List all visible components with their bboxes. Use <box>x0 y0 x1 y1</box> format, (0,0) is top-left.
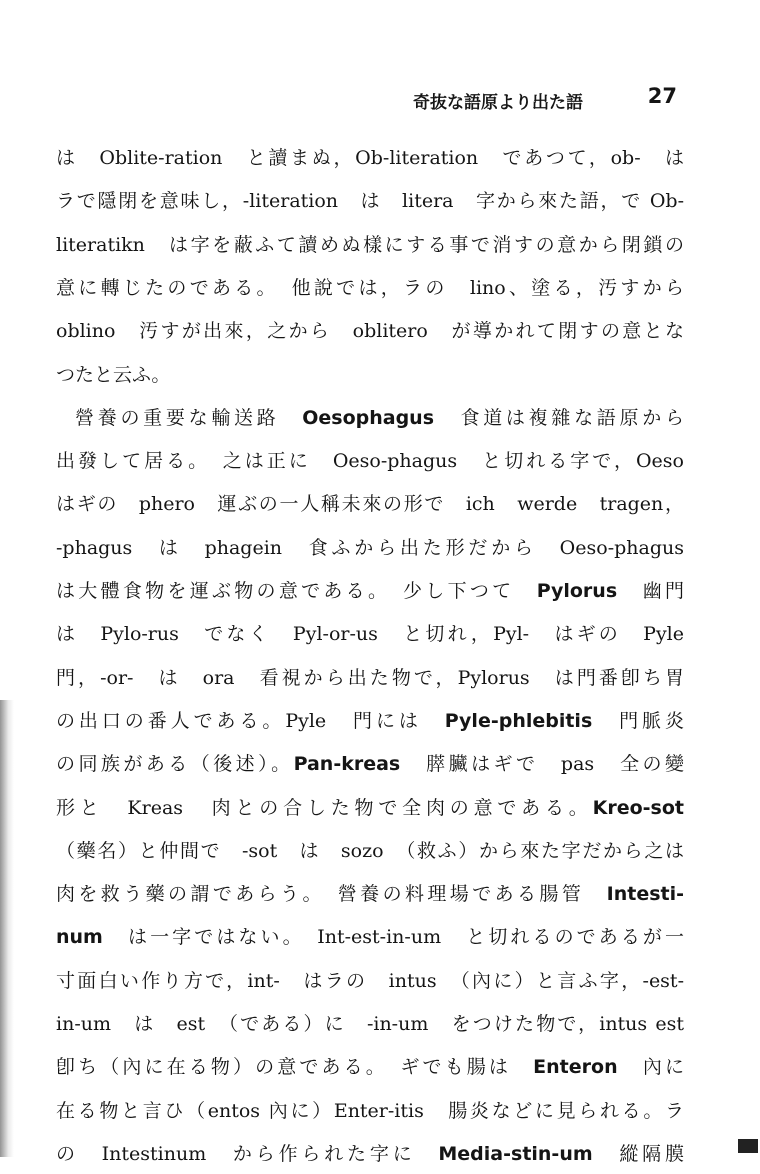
text-line <box>56 441 684 481</box>
text-segment: ラで隱閉を意味し，-literation は litera 字から來た語，で Ob- <box>56 190 684 213</box>
text-line <box>56 311 684 351</box>
bold-term: Pyle-phlebitis <box>444 709 593 732</box>
header-title: 奇抜な語原より出た語 <box>413 93 583 113</box>
text-segment: 門，-or- は ora 看視から出た物で，Pylorus は門番卽ち胃 <box>56 666 684 689</box>
text-line <box>56 874 684 914</box>
text-line <box>56 831 684 871</box>
text-segment: つたと云ふ。 <box>56 363 171 386</box>
text-segment: -phagus は phagein 食ふから出た形だから Oeso-phagus <box>56 536 684 559</box>
text-segment: の出口の番人である。Pyle 門には <box>56 709 445 732</box>
text-segment: の Intestinum から作られた字に <box>56 1142 439 1165</box>
corner-mark <box>738 1139 758 1153</box>
text-segment: 縱隔膜 <box>592 1142 684 1165</box>
text-line <box>56 268 684 308</box>
text-line <box>56 614 684 654</box>
text-line <box>56 398 684 438</box>
text-segment: 幽門 <box>617 580 684 602</box>
bold-term: Enteron <box>533 1056 618 1079</box>
text-segment: （藥名）と仲間で -sot は sozo （救ふ）から來た字だから之は <box>56 839 684 862</box>
text-segment: 食道は複雜な語原から <box>434 406 684 429</box>
bold-term: Intesti- <box>606 883 684 906</box>
text-segment: 膵臟はギで pas 全の變 <box>400 753 684 776</box>
text-line <box>56 528 684 568</box>
text-line <box>56 744 684 784</box>
text-segment: は Oblite-ration と讀まぬ，Ob-literation であつて，ob- は <box>56 147 684 169</box>
text-segment: は一字ではない。 Int-est-in-um と切れるのであるが一 <box>102 926 684 949</box>
bold-term: Oesophagus <box>302 406 435 429</box>
text-segment: 出發して居る。 之は正に Oeso-phagus と切れる字で，Oeso <box>56 450 684 473</box>
bold-term: Media-stin-um <box>438 1142 593 1165</box>
text-segment: 肉を救う藥の謂であらう。 營養の料理場である腸管 <box>56 883 607 906</box>
text-line <box>56 961 684 1001</box>
text-line <box>56 788 684 828</box>
text-segment: 門脈炎 <box>592 709 684 732</box>
text-segment: はギの phero 運ぶの一人稱未來の形で ich werde tragen， <box>56 493 684 516</box>
text-line <box>56 1047 684 1087</box>
text-line <box>56 355 684 395</box>
text-segment: oblino 汚すが出來，之から oblitero が導かれて閉すの意とな <box>56 320 684 343</box>
bold-term: Pylorus <box>536 580 618 602</box>
bold-term: num <box>56 926 103 949</box>
text-line <box>56 1134 684 1174</box>
text-segment: は Pylo-rus でなく Pyl-or-us と切れ，Pyl- はギの Pyle <box>56 623 684 646</box>
text-segment: 意に轉じたのである。 他說では，ラの lino、塗る，汚すから <box>56 276 684 299</box>
text-line <box>56 917 684 957</box>
page-edge-shadow <box>0 700 14 1157</box>
running-header <box>405 84 695 113</box>
text-segment: literatikn は字を蔽ふて讀めぬ樣にする事で消すの意から閉鎖の <box>56 233 684 256</box>
text-segment: の同族がある（後述）。 <box>56 753 294 776</box>
text-line <box>56 138 684 178</box>
text-segment: 寸面白い作り方で，int- はラの intus （內に）と言ふ字，-est- <box>56 969 684 992</box>
text-segment: 營養の重要な輸送路 <box>75 406 303 429</box>
bold-term: Kreo-sot <box>592 796 684 819</box>
text-segment: 卽ち（內に在る物）の意である。 ギでも腸は <box>56 1056 534 1079</box>
text-line <box>56 658 684 698</box>
page-number: 27 <box>647 84 677 108</box>
text-segment: in-um は est （である）に -in-um をつけた物で，intus est <box>56 1013 684 1035</box>
text-segment: 形と Kreas 肉との合した物で全肉の意である。 <box>56 796 593 819</box>
bold-term: Pan-kreas <box>293 753 401 776</box>
text-line <box>56 701 684 741</box>
text-line <box>56 571 684 611</box>
text-segment: 在る物と言ひ（entos 內に）Enter-itis 腸炎などに見られる。ラ <box>56 1099 684 1122</box>
text-segment: 內に <box>617 1056 684 1079</box>
text-segment: は大體食物を運ぶ物の意である。 少し下つて <box>56 580 537 602</box>
text-line <box>56 1091 684 1131</box>
text-line <box>56 1004 684 1044</box>
text-line <box>56 484 684 524</box>
text-line <box>56 181 684 221</box>
text-line <box>56 225 684 265</box>
